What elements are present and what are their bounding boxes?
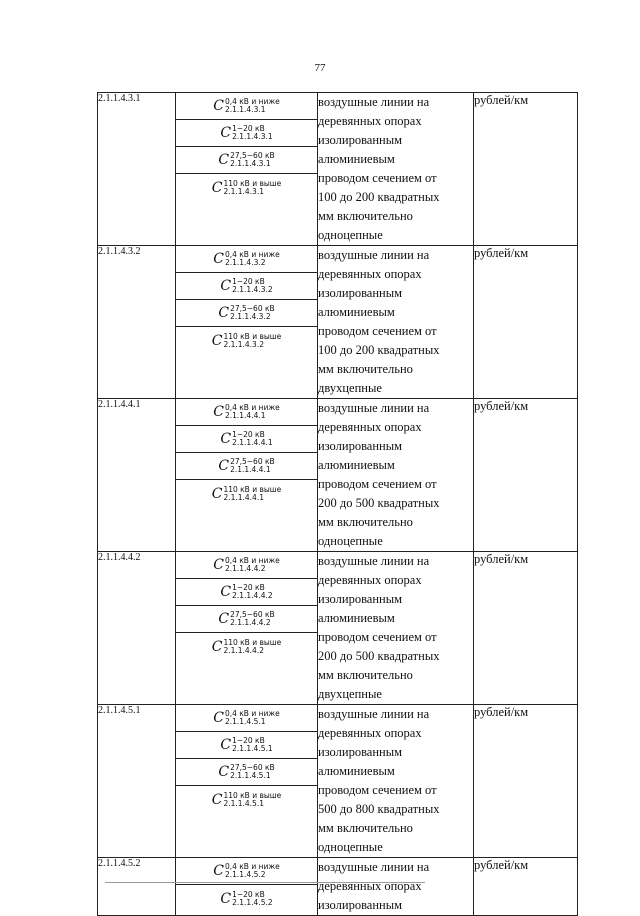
row-code: 2.1.1.4.4.2 [98,552,176,705]
rate-symbols [176,246,318,399]
rate-symbol [176,147,317,174]
description-line: деревянных опорах [318,879,422,893]
symbol-letter: C [218,305,230,321]
symbol-index: 2.1.1.4.4.2 [223,645,264,655]
symbol-index: 2.1.1.4.4.2 [232,591,273,600]
description-line: изолированным [318,898,403,912]
symbol-letter: C [220,737,232,753]
symbol-letter: C [220,890,232,907]
description-line: изолированным [318,439,403,453]
rate-symbol [176,273,317,300]
symbol-index: 2.1.1.4.4.2 [230,618,271,627]
rate-symbol [176,93,317,120]
symbol-letter: C [213,98,224,114]
voltage-class: 27,5−60 кВ [230,151,275,161]
rate-symbol [176,579,317,606]
description-line: 100 до 200 квадратных [318,190,440,204]
symbol-index: 2.1.1.4.5.1 [232,744,273,753]
row-code: 2.1.1.4.5.2 [98,858,176,916]
voltage-class: 110 кВ и выше [223,790,282,800]
rate-symbol [176,480,317,507]
symbol-index: 2.1.1.4.4.1 [223,492,264,502]
voltage-class: 110 кВ и выше [223,637,282,647]
voltage-class: 1−20 кВ [232,583,265,593]
symbol-index: 2.1.1.4.4.1 [224,411,266,420]
row-code: 2.1.1.4.3.1 [98,93,176,246]
description-line: 500 до 800 квадратных [318,802,440,816]
description-line: проводом сечением от [318,477,437,491]
voltage-class: 110 кВ и выше [223,178,282,188]
description-line: проводом сечением от [318,783,437,797]
description-line: деревянных опорах [318,267,422,281]
table-row [98,705,578,858]
page-number: 77 [314,62,326,74]
description-line: воздушные линии на [318,860,430,874]
symbol-letter: C [213,863,224,879]
description-line: деревянных опорах [318,726,422,740]
symbol-letter: C [213,710,224,726]
description-line: воздушные линии на [318,248,430,262]
symbol-letter: C [220,125,232,141]
description-line: изолированным [318,133,403,147]
symbol-letter: C [213,251,224,267]
description-line: изолированным [318,286,403,300]
description-line: алюминиевым [318,152,395,166]
rate-symbol [176,759,317,786]
voltage-class: 0,4 кВ и ниже [224,862,280,872]
rates-table [97,92,578,916]
rate-symbol [176,399,317,426]
voltage-class: 27,5−60 кВ [230,763,275,773]
row-description [318,246,474,399]
description-line: воздушные линии на [318,554,430,568]
table-row [98,246,578,399]
symbol-index: 2.1.1.4.3.2 [232,285,273,294]
description-line: воздушные линии на [318,95,430,109]
description-line: мм включительно [318,515,413,529]
symbol-index: 2.1.1.4.3.1 [224,105,266,114]
rate-symbol [176,633,317,660]
description-line: мм включительно [318,209,413,223]
symbol-index: 2.1.1.4.3.2 [230,312,271,321]
symbol-index: 2.1.1.4.5.1 [223,798,264,808]
row-unit: рублей/км [474,552,578,705]
symbol-letter: C [211,332,223,349]
symbol-letter: C [211,485,223,502]
row-code: 2.1.1.4.4.1 [98,399,176,552]
row-code: 2.1.1.4.3.2 [98,246,176,399]
description-line: проводом сечением от [318,324,437,338]
description-line: 200 до 500 квадратных [318,649,440,663]
table-row [98,858,578,916]
footer-rule [105,882,425,883]
rate-symbols [176,93,318,246]
symbol-letter: C [220,278,232,294]
symbol-letter: C [218,611,230,627]
symbol-index: 2.1.1.4.5.1 [230,771,271,780]
description-line: воздушные линии на [318,707,430,721]
description-line: одноцепные [318,840,383,854]
rate-symbol [176,606,317,633]
symbol-index: 2.1.1.4.3.1 [232,132,273,141]
voltage-class: 27,5−60 кВ [230,610,275,620]
row-unit: рублей/км [474,705,578,858]
rate-symbol [176,120,317,147]
symbol-index: 2.1.1.4.3.1 [230,159,271,168]
rate-symbol [176,552,317,579]
symbol-index: 2.1.1.4.3.2 [223,339,264,349]
row-unit: рублей/км [474,858,578,916]
row-description [318,858,474,916]
symbol-index: 2.1.1.4.5.2 [224,870,266,879]
description-line: деревянных опорах [318,114,422,128]
row-description [318,705,474,858]
row-description [318,93,474,246]
voltage-class: 0,4 кВ и ниже [224,250,280,260]
symbol-index: 2.1.1.4.4.2 [224,564,266,573]
description-line: одноцепные [318,228,383,242]
symbol-letter: C [211,179,223,196]
voltage-class: 0,4 кВ и ниже [224,403,280,413]
rate-symbol [176,426,317,453]
description-line: мм включительно [318,668,413,682]
voltage-class: 0,4 кВ и ниже [224,709,280,719]
description-line: мм включительно [318,362,413,376]
description-line: алюминиевым [318,611,395,625]
description-line: изолированным [318,745,403,759]
symbol-index: 2.1.1.4.4.1 [230,465,271,474]
description-line: изолированным [318,592,403,606]
symbol-letter: C [218,764,230,780]
rate-symbol [176,246,317,273]
rate-symbol [176,453,317,480]
symbol-letter: C [218,458,230,474]
symbol-letter: C [218,152,230,168]
voltage-class: 0,4 кВ и ниже [224,97,280,107]
voltage-class: 110 кВ и выше [223,331,282,341]
rate-symbol [176,786,317,813]
rate-symbols [176,705,318,858]
rate-symbol [176,705,317,732]
row-unit: рублей/км [474,399,578,552]
row-unit: рублей/км [474,93,578,246]
row-description [318,399,474,552]
symbol-index: 2.1.1.4.4.1 [232,438,273,447]
symbol-index: 2.1.1.4.5.1 [224,717,266,726]
rate-symbol [176,327,317,354]
row-description [318,552,474,705]
description-line: двухцепные [318,381,382,395]
voltage-class: 1−20 кВ [232,736,265,746]
description-line: одноцепные [318,534,383,548]
rate-symbols [176,552,318,705]
description-line: мм включительно [318,821,413,835]
symbol-letter: C [220,431,232,447]
rate-symbol [176,885,317,912]
table-row [98,399,578,552]
symbol-letter: C [211,791,223,808]
rate-symbol [176,858,317,885]
table-row [98,93,578,246]
voltage-class: 0,4 кВ и ниже [224,556,280,566]
symbol-letter: C [220,584,232,600]
symbol-letter: C [213,404,224,420]
description-line: деревянных опорах [318,573,422,587]
row-unit: рублей/км [474,246,578,399]
voltage-class: 1−20 кВ [232,277,265,287]
symbol-index: 2.1.1.4.3.1 [223,186,264,196]
voltage-class: 1−20 кВ [232,430,265,440]
description-line: проводом сечением от [318,171,437,185]
description-line: 200 до 500 квадратных [318,496,440,510]
table-row [98,552,578,705]
symbol-letter: C [213,557,224,573]
symbol-index: 2.1.1.4.3.2 [224,258,266,267]
rate-symbol [176,732,317,759]
voltage-class: 27,5−60 кВ [230,304,275,314]
description-line: 100 до 200 квадратных [318,343,440,357]
voltage-class: 110 кВ и выше [223,484,282,494]
voltage-class: 27,5−60 кВ [230,457,275,467]
rate-symbol [176,300,317,327]
voltage-class: 1−20 кВ [232,889,265,899]
description-line: проводом сечением от [318,630,437,644]
description-line: воздушные линии на [318,401,430,415]
description-line: алюминиевым [318,764,395,778]
symbol-letter: C [211,638,223,655]
description-line: деревянных опорах [318,420,422,434]
voltage-class: 1−20 кВ [232,124,265,134]
rate-symbol [176,174,317,201]
row-code: 2.1.1.4.5.1 [98,705,176,858]
description-line: алюминиевым [318,305,395,319]
description-line: двухцепные [318,687,382,701]
rate-symbols [176,399,318,552]
description-line: алюминиевым [318,458,395,472]
symbol-index: 2.1.1.4.5.2 [232,897,273,907]
rate-symbols [176,858,318,916]
